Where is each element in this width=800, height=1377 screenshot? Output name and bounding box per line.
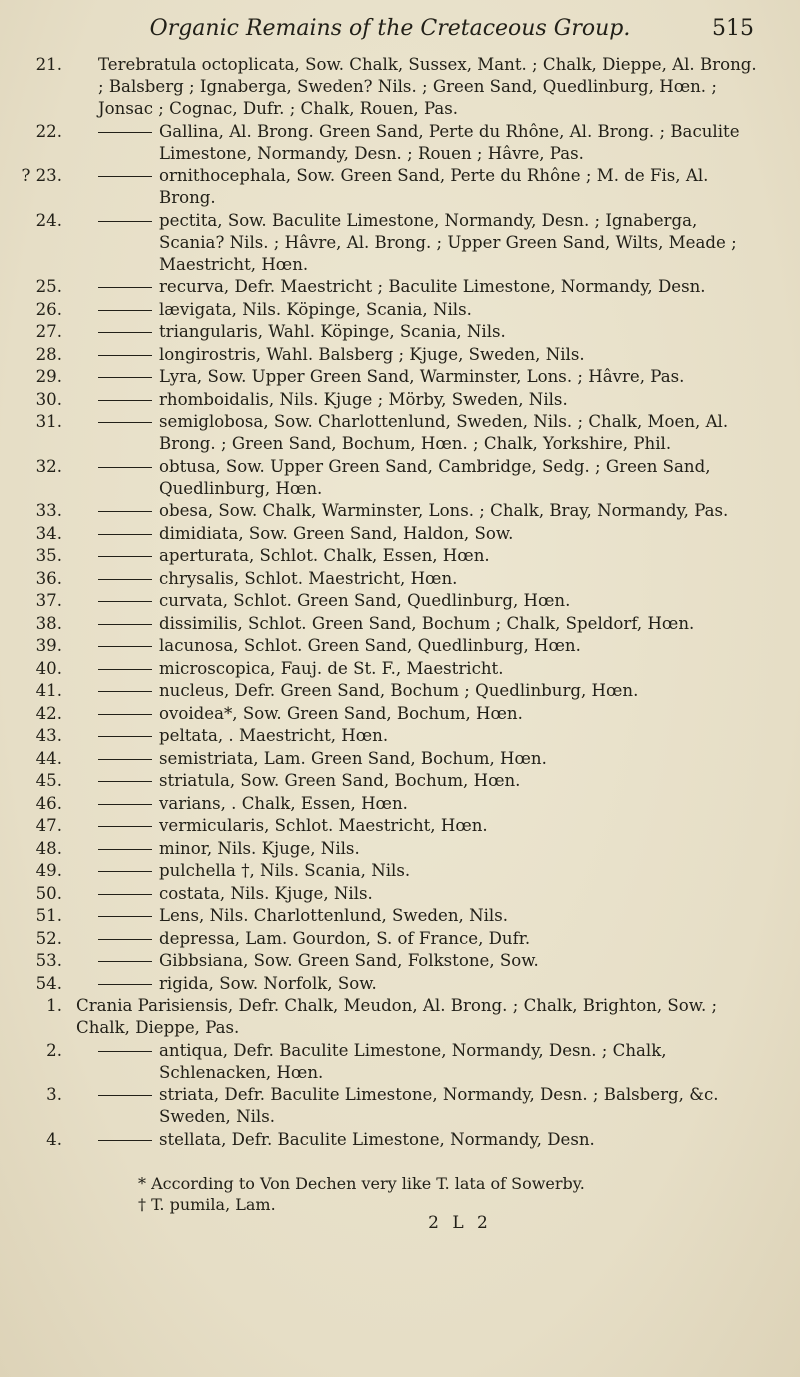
entry-number: 29.	[35, 367, 62, 386]
entry-number: 44.	[35, 748, 62, 768]
entry-text: aperturata, Schlot. Chalk, Essen, Hœn.	[159, 546, 490, 565]
page-title: Organic Remains of the Cretaceous Group.	[149, 16, 631, 41]
species-entry	[20, 276, 760, 298]
entry-number: 46.	[35, 793, 62, 813]
entry-number: 36.	[35, 568, 62, 588]
species-entry	[20, 950, 760, 972]
entry-number: 40.	[35, 658, 62, 678]
entry-number: 25.	[35, 277, 62, 296]
ditto-rule	[98, 556, 152, 557]
species-entry	[20, 121, 760, 165]
ditto-rule	[98, 714, 152, 715]
running-head	[20, 0, 760, 46]
ditto-rule	[98, 310, 152, 311]
entry-number: 38.	[35, 613, 62, 633]
entry-text: Gibbsiana, Sow. Green Sand, Folkstone, Sow.	[159, 951, 539, 970]
species-entry	[20, 725, 760, 747]
ditto-rule	[98, 849, 152, 850]
entry-text: nucleus, Defr. Green Sand, Bochum ; Quedlinburg, Hœn.	[159, 681, 639, 700]
entry-text: ovoidea*, Sow. Green Sand, Bochum, Hœn.	[159, 703, 523, 723]
ditto-rule	[98, 422, 152, 423]
entry-text: Lens, Nils. Charlottenlund, Sweden, Nils.	[159, 906, 508, 925]
entry-number: 49.	[35, 861, 62, 880]
ditto-rule	[98, 736, 152, 737]
ditto-rule	[98, 579, 152, 580]
entry-number: 24.	[35, 210, 62, 230]
entry-text: lævigata, Nils. Köpinge, Scania, Nils.	[159, 299, 472, 319]
signature-mark: 2 L 2	[428, 1212, 492, 1233]
species-entry	[20, 703, 760, 725]
entry-number: 39.	[35, 636, 62, 655]
ditto-rule	[98, 691, 152, 692]
entry-text: obesa, Sow. Chalk, Warminster, Lons. ; Chalk, Bray, Normandy, Pas.	[159, 501, 729, 520]
footnotes	[20, 1173, 760, 1215]
species-entry	[20, 860, 760, 882]
species-entry	[20, 1040, 760, 1084]
ditto-rule	[98, 377, 152, 378]
entry-text: pulchella †, Nils. Scania, Nils.	[159, 861, 411, 880]
entry-text: rhomboidalis, Nils. Kjuge ; Mörby, Sweden, Nils.	[159, 389, 568, 409]
entry-number: ? 23.	[21, 166, 62, 185]
ditto-rule	[98, 669, 152, 670]
species-entry	[20, 905, 760, 927]
entry-text: pectita, Sow. Baculite Limestone, Normandy, Desn. ; Ignaberga, Scania? Nils. ; Hâvre, Al. Brong. ; Upper Green Sand, Wilts, Meade ; Maestricht, Hœn.	[159, 210, 737, 274]
species-entry	[20, 1129, 760, 1151]
ditto-rule	[98, 400, 152, 401]
ditto-rule	[98, 624, 152, 625]
entry-number: 48.	[35, 838, 62, 858]
ditto-rule	[98, 781, 152, 782]
entry-number: 1.	[46, 996, 62, 1015]
entry-text: triangularis, Wahl. Köpinge, Scania, Nils.	[159, 322, 506, 341]
species-entry	[20, 545, 760, 567]
ditto-rule	[98, 1051, 152, 1052]
entry-number: 31.	[35, 412, 62, 431]
species-entry	[20, 815, 760, 837]
entry-text: varians, . Chalk, Essen, Hœn.	[159, 793, 408, 813]
entry-text: striatula, Sow. Green Sand, Bochum, Hœn.	[159, 771, 521, 790]
entry-number: 26.	[35, 299, 62, 319]
species-entry	[20, 210, 760, 276]
ditto-rule	[98, 804, 152, 805]
species-entry	[20, 838, 760, 860]
species-entry	[20, 748, 760, 770]
ditto-rule	[98, 467, 152, 468]
entry-text: stellata, Defr. Baculite Limestone, Normandy, Desn.	[159, 1129, 595, 1149]
ditto-rule	[98, 894, 152, 895]
ditto-rule	[98, 287, 152, 288]
species-entry	[20, 523, 760, 545]
ditto-rule	[98, 601, 152, 602]
entry-text: depressa, Lam. Gourdon, S. of France, Dufr.	[159, 928, 531, 948]
entry-number: 3.	[46, 1085, 62, 1104]
entry-number: 54.	[35, 973, 62, 993]
species-entry	[20, 613, 760, 635]
ditto-rule	[98, 1095, 152, 1096]
ditto-rule	[98, 646, 152, 647]
species-entry	[20, 770, 760, 792]
ditto-rule	[98, 961, 152, 962]
entry-text: semistriata, Lam. Green Sand, Bochum, Hœn.	[159, 748, 547, 768]
entry-number: 43.	[35, 726, 62, 745]
species-entry	[20, 568, 760, 590]
entry-number: 51.	[35, 906, 62, 925]
page-number: 515	[712, 16, 754, 41]
entry-text: longirostris, Wahl. Balsberg ; Kjuge, Sweden, Nils.	[159, 344, 585, 364]
entry-text: Crania Parisiensis, Defr. Chalk, Meudon, Al. Brong. ; Chalk, Brighton, Sow. ; Chalk, Dieppe, Pas.	[76, 996, 718, 1037]
entry-text: ornithocephala, Sow. Green Sand, Perte du Rhône ; M. de Fis, Al. Brong.	[159, 166, 709, 207]
entry-number: 52.	[35, 928, 62, 948]
entry-text: costata, Nils. Kjuge, Nils.	[159, 883, 373, 903]
entry-number: 50.	[35, 883, 62, 903]
entry-number: 2.	[46, 1040, 62, 1060]
entry-number: 45.	[35, 771, 62, 790]
ditto-rule	[98, 534, 152, 535]
species-entry	[20, 456, 760, 500]
species-entry	[20, 54, 760, 120]
species-entry	[20, 590, 760, 612]
ditto-rule	[98, 1140, 152, 1141]
ditto-rule	[98, 759, 152, 760]
ditto-rule	[98, 984, 152, 985]
entry-number: 41.	[35, 681, 62, 700]
entry-text: minor, Nils. Kjuge, Nils.	[159, 838, 360, 858]
species-entry	[20, 680, 760, 702]
entry-text: curvata, Schlot. Green Sand, Quedlinburg, Hœn.	[159, 591, 571, 610]
entry-number: 33.	[35, 501, 62, 520]
entry-text: vermicularis, Schlot. Maestricht, Hœn.	[159, 816, 488, 835]
footnote-2: † T. pumila, Lam.	[138, 1194, 276, 1214]
entry-text: Terebratula octoplicata, Sow. Chalk, Sussex, Mant. ; Chalk, Dieppe, Al. Brong. ; Balsberg ; Ignaberga, Sweden? Nils. ; Green Sand, Quedlinburg, Hœn. ; Jonsac ; Cognac, Dufr. ; Chalk, Rouen, Pas.	[98, 55, 757, 118]
ditto-rule	[98, 511, 152, 512]
ditto-rule	[98, 871, 152, 872]
species-entry	[20, 995, 760, 1039]
entry-text: dimidiata, Sow. Green Sand, Haldon, Sow.	[159, 523, 514, 543]
ditto-rule	[98, 176, 152, 177]
entry-text: chrysalis, Schlot. Maestricht, Hœn.	[159, 568, 458, 588]
entry-number: 37.	[35, 591, 62, 610]
species-entry	[20, 500, 760, 522]
species-entry	[20, 411, 760, 455]
species-entry	[20, 635, 760, 657]
species-entry	[20, 973, 760, 995]
ditto-rule	[98, 826, 152, 827]
entry-number: 28.	[35, 344, 62, 364]
entry-text: recurva, Defr. Maestricht ; Baculite Limestone, Normandy, Desn.	[159, 277, 706, 296]
entry-text: Lyra, Sow. Upper Green Sand, Warminster, Lons. ; Hâvre, Pas.	[159, 367, 685, 386]
entry-number: 42.	[35, 703, 62, 723]
footnote-1: * According to Von Dechen very like T. lata of Sowerby.	[138, 1173, 585, 1193]
ditto-rule	[98, 939, 152, 940]
entry-number: 21.	[35, 55, 62, 74]
species-entry	[20, 928, 760, 950]
entry-text: dissimilis, Schlot. Green Sand, Bochum ; Chalk, Speldorf, Hœn.	[159, 613, 695, 633]
ditto-rule	[98, 132, 152, 133]
ditto-rule	[98, 332, 152, 333]
species-entry	[20, 344, 760, 366]
species-list	[20, 54, 760, 1151]
entry-text: striata, Defr. Baculite Limestone, Normandy, Desn. ; Balsberg, &c. Sweden, Nils.	[159, 1085, 719, 1126]
entry-text: semiglobosa, Sow. Charlottenlund, Sweden, Nils. ; Chalk, Moen, Al. Brong. ; Green Sand, Bochum, Hœn. ; Chalk, Yorkshire, Phil.	[159, 412, 729, 453]
species-entry	[20, 658, 760, 680]
entry-text: peltata, . Maestricht, Hœn.	[159, 726, 389, 745]
ditto-rule	[98, 221, 152, 222]
entry-number: 35.	[35, 546, 62, 565]
species-entry	[20, 1084, 760, 1128]
entry-text: lacunosa, Schlot. Green Sand, Quedlinburg, Hœn.	[159, 636, 581, 655]
entry-text: rigida, Sow. Norfolk, Sow.	[159, 973, 377, 993]
species-entry	[20, 299, 760, 321]
entry-text: obtusa, Sow. Upper Green Sand, Cambridge, Sedg. ; Green Sand, Quedlinburg, Hœn.	[159, 456, 711, 498]
entry-number: 27.	[35, 322, 62, 341]
species-entry	[20, 793, 760, 815]
entry-number: 47.	[35, 816, 62, 835]
species-entry	[20, 165, 760, 209]
entry-text: Gallina, Al. Brong. Green Sand, Perte du Rhône, Al. Brong. ; Baculite Limestone, Normandy, Desn. ; Rouen ; Hâvre, Pas.	[159, 121, 740, 163]
ditto-rule	[98, 916, 152, 917]
ditto-rule	[98, 355, 152, 356]
species-entry	[20, 366, 760, 388]
entry-number: 4.	[46, 1129, 62, 1149]
species-entry	[20, 883, 760, 905]
entry-number: 22.	[35, 121, 62, 141]
entry-text: antiqua, Defr. Baculite Limestone, Normandy, Desn. ; Chalk, Schlenacken, Hœn.	[159, 1040, 667, 1082]
species-entry	[20, 389, 760, 411]
entry-number: 30.	[35, 389, 62, 409]
entry-number: 32.	[35, 456, 62, 476]
species-entry	[20, 321, 760, 343]
entry-number: 53.	[35, 951, 62, 970]
entry-text: microscopica, Fauj. de St. F., Maestricht.	[159, 658, 504, 678]
entry-number: 34.	[35, 523, 62, 543]
